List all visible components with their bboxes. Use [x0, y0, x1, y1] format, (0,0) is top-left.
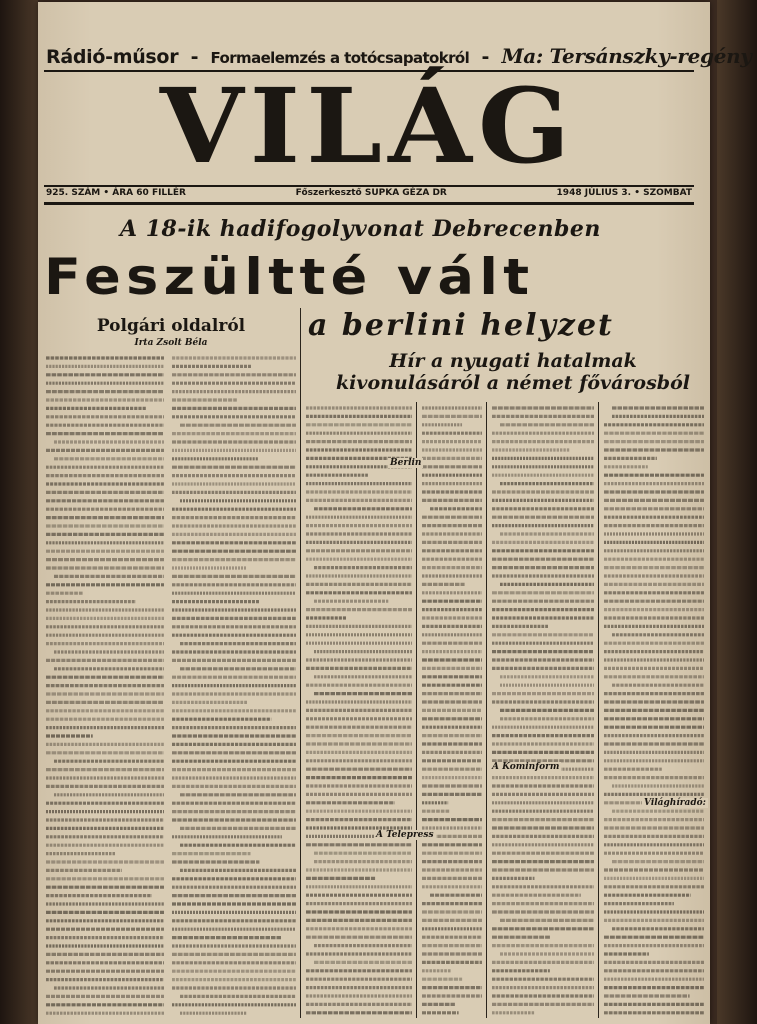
main-headline-line2: a berlini helyzet [308, 308, 614, 343]
section-berlin: Berlin [390, 458, 422, 468]
info-bar [46, 188, 692, 198]
rule-below-info [44, 202, 694, 205]
banner-item-radio: Rádió-műsor [46, 46, 179, 68]
section-vilaghirado: Világhíradó: [644, 798, 706, 808]
page-edge-left [0, 0, 38, 1024]
text-texture [306, 404, 412, 1018]
banner-item-toto: Formaelemzés a totócsapatokról [210, 49, 470, 67]
text-column [306, 404, 412, 1018]
text-column [172, 354, 296, 1018]
text-column [422, 404, 482, 1018]
subheadline: A 18-ik hadifogolyvonat Debrecenben [120, 216, 601, 242]
headline-deck: Hír a nyugati hatalmak kivonulásáról a német fővárosból [336, 350, 690, 394]
newspaper-page [38, 2, 752, 1024]
column-divider [300, 308, 301, 1018]
section-kominform: A Kominform [492, 762, 560, 772]
masthead-title: VILÁG [159, 67, 577, 187]
banner-item-novel: Ma: Tersánszky-regény [501, 44, 752, 68]
rule-above-info [44, 185, 694, 187]
column-divider [486, 402, 487, 1018]
top-banner [46, 44, 752, 68]
text-texture [604, 404, 704, 1018]
banner-separator: - [481, 46, 490, 68]
text-column [604, 404, 704, 1018]
issue-date: 1948 JÚLIUS 3. • SZOMBAT [556, 188, 692, 198]
left-article-byline: Irta Zsolt Béla [134, 338, 208, 348]
text-column [492, 404, 594, 1018]
section-telepress: A Telepress [376, 830, 434, 840]
text-texture [492, 404, 594, 1018]
left-article-title: Polgári oldalról [96, 316, 246, 336]
editor-credit: Főszerkesztő SUPKA GÉZA DR [295, 188, 447, 198]
text-texture [422, 404, 482, 1018]
page-edge-right [717, 0, 757, 1024]
main-headline: Feszültté vált [44, 248, 535, 306]
issue-price: 925. SZÁM • ÁRA 60 FILLÉR [46, 188, 186, 198]
text-texture [172, 354, 296, 1018]
text-column [46, 354, 164, 1018]
text-texture [46, 354, 164, 1018]
column-divider [598, 402, 599, 1018]
banner-separator: - [190, 46, 199, 68]
column-divider [416, 402, 417, 1018]
